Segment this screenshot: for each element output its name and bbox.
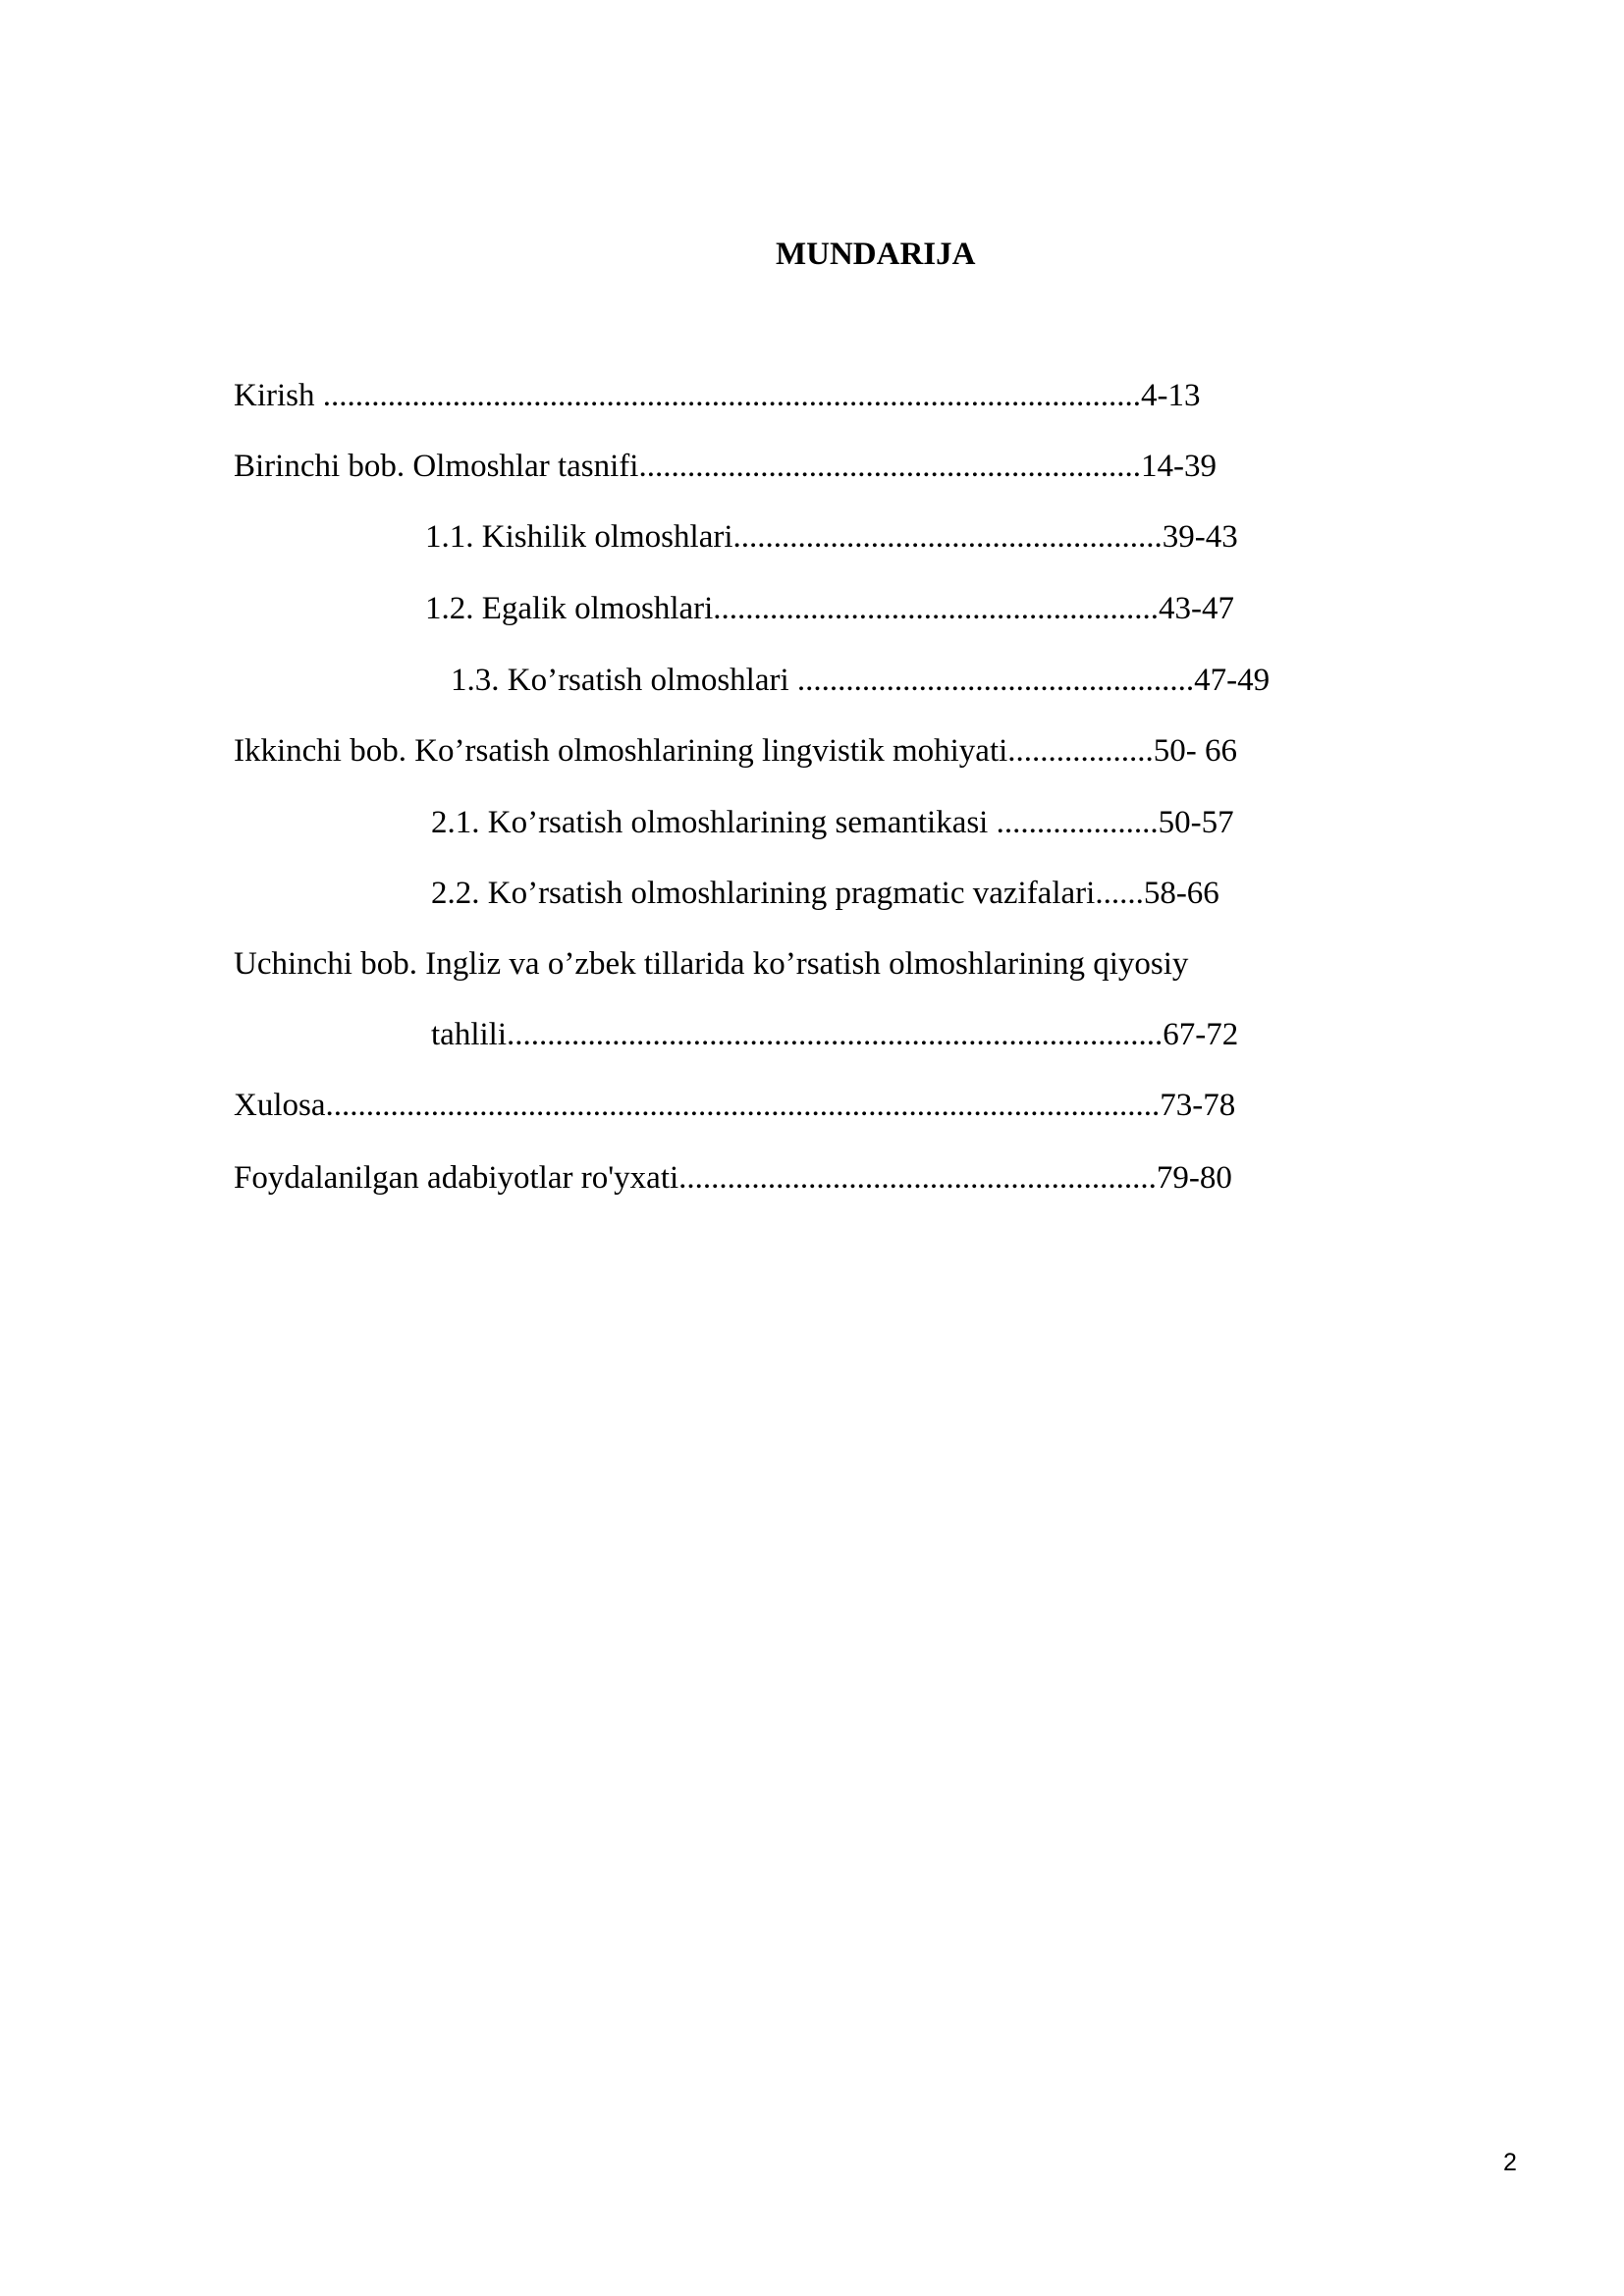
toc-entry-label: Ikkinchi bob. Ko’rsatish olmoshlarining lingvistik mohiyati: [234, 733, 1008, 769]
toc-page-range: 43-47: [1159, 591, 1235, 626]
toc-entry-section-1-2: [425, 590, 1234, 627]
toc-leader: ......: [1095, 876, 1144, 911]
toc-entry-label: 1.3. Ko’rsatish olmoshlari: [451, 663, 797, 698]
toc-leader: ....................: [996, 805, 1159, 840]
toc-page-range: 14-39: [1140, 449, 1217, 484]
toc-page-range: 67-72: [1163, 1017, 1239, 1052]
toc-entry-label: 2.1. Ko’rsatish olmoshlarining semantikasi: [431, 805, 997, 840]
page-title: MUNDARIJA: [776, 237, 976, 272]
toc-entry-section-2-2: [431, 875, 1219, 912]
toc-entry-section-1-1: [425, 518, 1238, 556]
toc-entry-label: tahlili: [431, 1017, 507, 1052]
toc-entry-chapter-3: [234, 945, 1188, 983]
toc-leader: .................................................................................: [507, 1017, 1164, 1052]
toc-page-range: 50-57: [1158, 805, 1234, 840]
toc-entry-section-2-1: [431, 804, 1234, 841]
toc-entry-chapter-1: [234, 448, 1217, 485]
toc-leader: .......................................................................................................: [325, 1088, 1161, 1123]
toc-leader: ..............................................................: [638, 449, 1141, 484]
toc-entry-label: Birinchi bob. Olmoshlar tasnifi: [234, 449, 639, 484]
toc-leader: ..................: [1007, 733, 1154, 769]
toc-page-range: 73-78: [1160, 1088, 1236, 1123]
page-number: 2: [1503, 2149, 1517, 2176]
toc-page-range: 50- 66: [1153, 733, 1238, 769]
toc-entry-label: Kirish: [234, 378, 323, 413]
toc-page-range: 4-13: [1141, 378, 1201, 413]
toc-leader: .....................................................: [732, 519, 1163, 555]
toc-page-range: 79-80: [1156, 1160, 1232, 1196]
toc-leader: .....................................................................................................: [322, 378, 1141, 413]
toc-entry-label: Uchinchi bob. Ingliz va o’zbek tillarida ko’rsatish olmoshlarining qiyosiy: [234, 946, 1189, 982]
toc-entry-chapter-2: [234, 732, 1237, 770]
toc-page-range: 58-66: [1143, 876, 1219, 911]
toc-entry-references: [234, 1159, 1232, 1197]
toc-entry-label: Foydalanilgan adabiyotlar ro'yxati: [234, 1160, 679, 1196]
toc-leader: ...........................................................: [678, 1160, 1157, 1196]
toc-leader: .......................................................: [713, 591, 1160, 626]
toc-leader: .................................................: [796, 663, 1195, 698]
toc-entry-chapter-3-continued: [431, 1016, 1238, 1053]
toc-entry-label: 2.2. Ko’rsatish olmoshlarining pragmatic vazifalari: [431, 876, 1096, 911]
toc-page-range: 39-43: [1162, 519, 1238, 555]
toc-entry-label: 1.1. Kishilik olmoshlari: [425, 519, 733, 555]
toc-entry-introduction: [234, 377, 1201, 414]
toc-entry-label: Xulosa: [234, 1088, 326, 1123]
toc-entry-conclusion: [234, 1087, 1235, 1124]
toc-entry-label: 1.2. Egalik olmoshlari: [425, 591, 714, 626]
toc-page-range: 47-49: [1194, 663, 1271, 698]
toc-entry-section-1-3: [451, 662, 1270, 699]
